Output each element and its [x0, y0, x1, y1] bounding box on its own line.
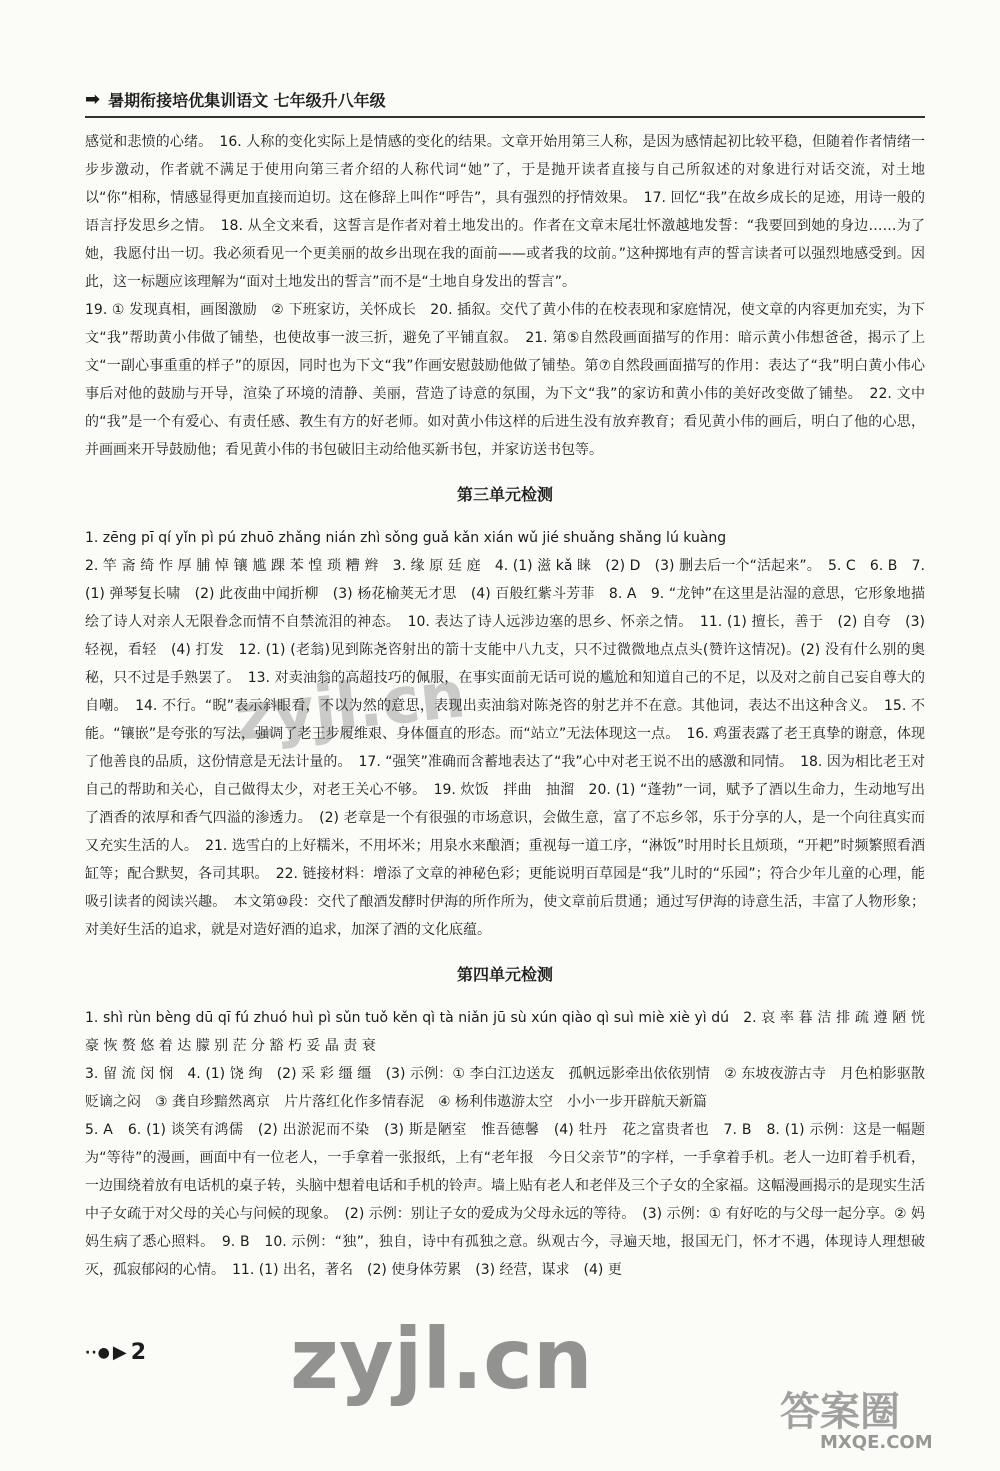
header-divider [85, 116, 925, 118]
watermark: MXQE.COM [820, 1432, 933, 1453]
watermark: zyjl.cn [290, 1310, 593, 1408]
header-title: 暑期衔接培优集训语文 七年级升八年级 [108, 90, 386, 110]
arrow-right-icon: ➡ [85, 88, 101, 110]
answer-content [85, 128, 925, 1284]
paragraph: 5. A 6. (1) 谈笑有鸿儒 (2) 出淤泥而不染 (3) 斯是陋室 惟吾德馨 (4) 牡丹 花之富贵者也 7. B 8. (1) 示例：这是一幅题为“等待”的漫画，画面中有一位老人，一手拿着一张报纸，上有“老年报 今日父亲节”的字样，一手拿着手机。老人一边盯着手机看，一边围绕着放有电话机的桌子转，头脑中想着电话和手机的铃声。墙上贴有老人和老伴及三个子女的全家福。这幅漫画揭示的是现实生活中子女疏于对父母的关心与问候的现象。 (2) 示例：别让子女的爱成为父母永远的等待。 (3) 示例：① 有好吃的与父母一起分享。② 妈妈生病了悉心照料。 9. B 10. 示例：“独”，独自，诗中有孤独之意。纵观古今，寻遍天地，报国无门，怀才不遇，体现诗人理想破灭，孤寂郁闷的心情。 11. (1) 出名，著名 (2) 使身体劳累 (3) 经营，谋求 (4) 更 [85, 1122, 925, 1278]
page-footer [85, 1340, 146, 1365]
paragraph: 3. 留 流 闵 悯 4. (1) 饶 绚 (2) 采 彩 缰 缰 (3) 示例：① 李白江边送友 孤帆远影牵出依依别情 ② 东坡夜游古寺 月色柏影驱散贬谪之闷 ③ 龚自珍黯然离京 片片落红化作多情春泥 ④ 杨利伟遨游太空 小小一步开辟航天新篇 [85, 1066, 925, 1110]
dots-icon: ··● [85, 1344, 111, 1361]
paragraph: 2. 竿 斋 绮 怍 厚 脯 悼 镶 尴 踝 苯 惶 琐 糟 辫 3. 缘 原 廷 庭 4. (1) 滋 kǎ 睐 (2) D (3) 删去后一个“活起来”。 5. C 6. B 7. (1) 弹琴复长啸 (2) 此夜曲中闻折柳 (3) 杨花榆荚无才思 (4) 百般红紫斗芳菲 8. A 9. “龙钟”在这里是沾湿的意思，它形象地描绘了诗人对亲人无限眷念而情不自禁流泪的神态。 10. 表达了诗人远涉边塞的思乡、怀亲之情。 11. (1) 擅长，善于 (2) 自夸 (3) 轻视，看轻 (4) 打发 12. (1) (老翁)见到陈尧咨射出的箭十支能中八九支，只不过微微地点点头(赞许这情况)。(2) 没有什么别的奥秘，只不过是手熟罢了。 13. 对卖油翁的高超技巧的佩服，在事实面前无话可说的尴尬和知道自己的不足，以及对之前自己妄自尊大的自嘲。 14. 不行。“睨”表示斜眼看，不以为然的意思，表现出卖油翁对陈尧咨的射艺并不在意。其他词，表达不出这种含义。 15. 不能。“镶嵌”是夸张的写法，强调了老王步履维艰、身体僵直的形态。而“站立”无法体现这一点。 16. 鸡蛋表露了老王真挚的谢意，体现了他善良的品质，这份情意是无法计量的。 17. “强笑”准确而含蓄地表达了“我”心中对老王说不出的感激和同情。 18. 因为相比老王对自己的帮助和关心，自己做得太少，对老王关心不够。 19. 炊饭 拌曲 抽溜 20. (1) “蓬勃”一词，赋予了酒以生命力，生动地写出了酒香的浓厚和香气四溢的渗透力。 (2) 老章是一个有很强的市场意识，会做生意，富了不忘乡邻，乐于分享的人，是一个向往真实而又充实生活的人。 21. 选雪白的上好糯米，不用坏米；用泉水来酿酒；重视每一道工序，“淋饭”时用时长且烦琐，“开耙”时频繁照看酒缸等；配合默契，各司其职。 22. 链接材料：增添了文章的神秘色彩；更能说明百草园是“我”儿时的“乐园”；符合少年儿童的心理，能吸引读者的阅读兴趣。 本文第⑩段：交代了酿酒发酵时伊海的所作所为，使文章前后贯通；通过写伊海的诗意生活，丰富了人物形象；对美好生活的追求，就是对造好酒的追求，加深了酒的文化底蕴。 [85, 558, 925, 938]
page-header [85, 86, 925, 112]
triangle-right-icon: ▶ [112, 1342, 127, 1363]
section-title-unit3: 第三单元检测 [456, 485, 553, 504]
pinyin-line: 1. zēng pī qí yǐn pì pú zhuō zhǎng nián zhì sǒng guǎ kǎn xián wǔ jié shuǎng shǎng lú kuàng [85, 530, 727, 546]
paragraph: 感觉和悲愤的心绪。 16. 人称的变化实际上是情感的变化的结果。文章开始用第三人称，是因为感情起初比较平稳，但随着作者情绪一步步激动，作者就不满足于使用向第三者介绍的人称代词“她”了，于是抛开读者直接与自己所叙述的对象进行对话交流，对土地以“你”相称，情感显得更加直接而迫切。这在修辞上叫作“呼告”，具有强烈的抒情效果。 17. 回忆“我”在故乡成长的足迹，用诗一般的语言抒发思乡之情。 18. 从全文来看，这誓言是作者对着土地发出的。作者在文章末尾壮怀激越地发誓：“我要回到她的身边……为了她，我愿付出一切。我必须看见一个更美丽的故乡出现在我的面前——或者我的坟前。”这种掷地有声的誓言读者可以强烈地感受到。因此，这一标题应该理解为“面对土地发出的誓言”而不是“土地自身发出的誓言”。 [85, 134, 925, 290]
page-number: 2 [130, 1340, 147, 1365]
section-title-unit4: 第四单元检测 [456, 965, 553, 984]
paragraph: 19. ① 发现真相，画图激励 ② 下班家访，关怀成长 20. 插叙。交代了黄小伟的在校表现和家庭情况，使文章的内容更加充实，为下文“我”帮助黄小伟做了铺垫，也使故事一波三折，避免了平铺直叙。 21. 第⑤自然段画面描写的作用：暗示黄小伟想爸爸，揭示了上文“一副心事重重的样子”的原因，同时也为下文“我”作画安慰鼓励他做了铺垫。第⑦自然段画面描写的作用：表达了“我”明白黄小伟心事后对他的鼓励与开导，渲染了环境的清静、美丽，营造了诗意的氛围，为下文“我”的家访和黄小伟的美好改变做了铺垫。 22. 文中的“我”是一个有爱心、有责任感、教生有方的好老师。如对黄小伟这样的后进生没有放弃教育；看见黄小伟的画后，明白了他的心思，并画画来开导鼓励他；看见黄小伟的书包破旧主动给他买新书包，并家访送书包等。 [85, 302, 925, 458]
watermark: zyjl.cn [231, 658, 469, 756]
watermark: 答案圈 [780, 1389, 900, 1435]
pinyin-line: 1. shì rùn bèng dū qī fú zhuó huì pì sǔn tuǒ kěn qì tà niǎn jū sù xún qiào qì suì miè xiè yì dú 2. 哀 率 暮 洁 排 疏 遵 陋 恍 豪 恢 赘 悠 着 达 朦 别 茫 分 豁 朽 妥 晶 责 衰 [85, 1010, 925, 1054]
